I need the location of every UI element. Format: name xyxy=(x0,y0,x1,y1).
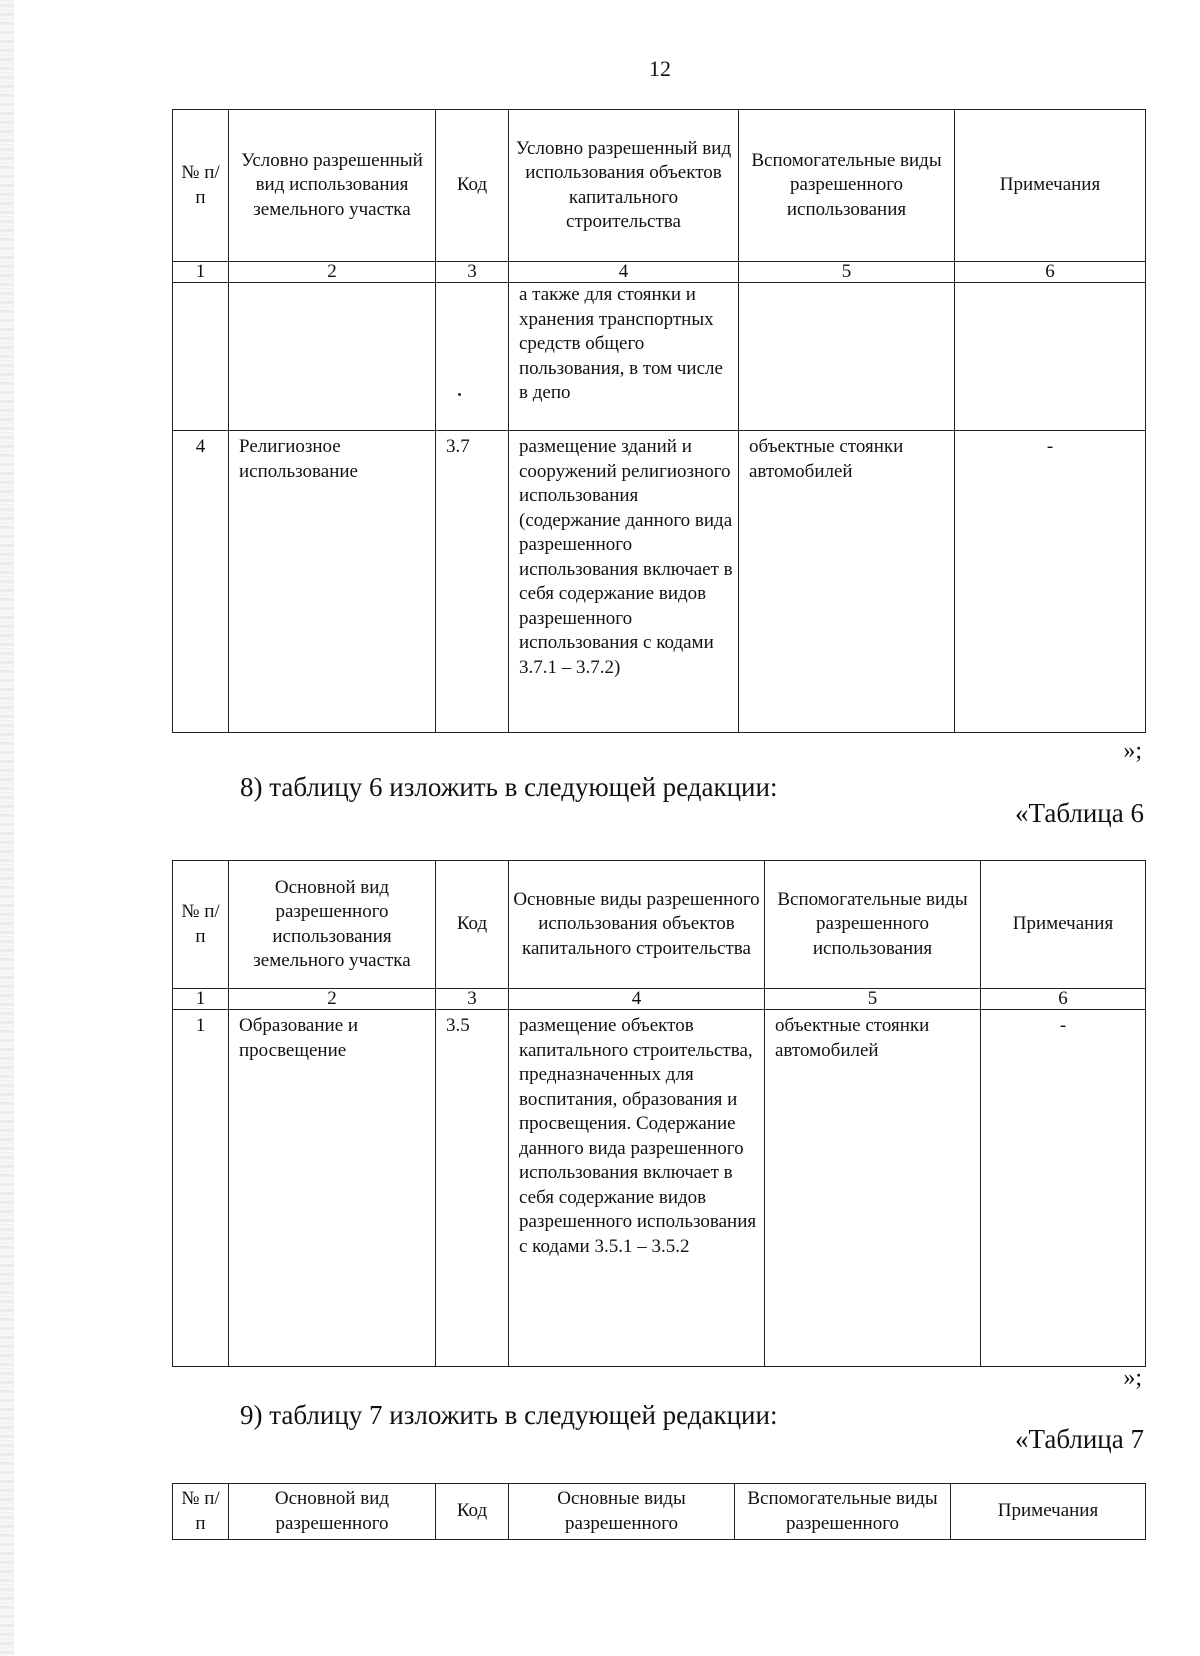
instruction-table-7: 9) таблицу 7 изложить в следующей редакции: xyxy=(240,1400,778,1430)
column-number: 3 xyxy=(436,989,509,1010)
row-number: 1 xyxy=(173,1010,229,1367)
construction-use-cell: а также для стоянки и хранения транспортных средств общего пользования, в том числе в депо xyxy=(509,283,739,431)
header-construction-use: Условно разрешенный вид использования объектов капитального строительства xyxy=(509,110,739,262)
closing-quote-mark: »; xyxy=(1123,1365,1142,1391)
construction-use-cell: размещение объектов капитального строительства, предназначенных для воспитания, образования и просвещения. Содержание данного вида разрешенного использования включает в себя содержание видов разрешенного использования с кодами 3.5.1 – 3.5.2 xyxy=(509,1010,765,1367)
land-use-table-continued xyxy=(172,109,1146,733)
table-6-caption: «Таблица 6 xyxy=(1015,798,1144,828)
notes-cell xyxy=(955,283,1146,431)
column-number-row xyxy=(173,262,1146,283)
column-number: 4 xyxy=(509,262,739,283)
column-number: 1 xyxy=(173,262,229,283)
table-6 xyxy=(172,860,1146,1367)
scan-edge-artifact xyxy=(0,0,14,1656)
auxiliary-use-cell: объектные стоянки автомобилей xyxy=(765,1010,981,1367)
header-code: Код xyxy=(436,110,509,262)
column-number: 3 xyxy=(436,262,509,283)
header-number: № п/п xyxy=(173,861,229,989)
closing-quote-mark: »; xyxy=(1123,738,1142,764)
header-number: № п/п xyxy=(173,1484,229,1540)
notes-cell: - xyxy=(955,431,1146,733)
column-number-row xyxy=(173,989,1146,1010)
instruction-table-6: 8) таблицу 6 изложить в следующей редакции: xyxy=(240,772,778,802)
table-7 xyxy=(172,1483,1146,1540)
header-number: № п/п xyxy=(173,110,229,262)
code-cell: 3.7 xyxy=(436,431,509,733)
table-header-row xyxy=(173,110,1146,262)
table-row xyxy=(173,283,1146,431)
column-number: 1 xyxy=(173,989,229,1010)
header-auxiliary-use: Вспомогательные виды разрешенного xyxy=(735,1484,951,1540)
header-construction-use: Основные виды разрешенного использования объектов капитального строительства xyxy=(509,861,765,989)
code-cell xyxy=(436,283,509,431)
column-number: 4 xyxy=(509,989,765,1010)
code-cell: 3.5 xyxy=(436,1010,509,1367)
header-auxiliary-use: Вспомогательные виды разрешенного использования xyxy=(739,110,955,262)
table-header-row xyxy=(173,1484,1146,1540)
header-auxiliary-use: Вспомогательные виды разрешенного использования xyxy=(765,861,981,989)
header-code: Код xyxy=(436,1484,509,1540)
table-row xyxy=(173,1010,1146,1367)
column-number: 6 xyxy=(981,989,1146,1010)
header-land-use: Основной вид разрешенного xyxy=(229,1484,436,1540)
notes-cell: - xyxy=(981,1010,1146,1367)
header-land-use: Условно разрешенный вид использования земельного участка xyxy=(229,110,436,262)
table-7-caption: «Таблица 7 xyxy=(1015,1424,1144,1454)
column-number: 2 xyxy=(229,989,436,1010)
column-number: 6 xyxy=(955,262,1146,283)
header-code: Код xyxy=(436,861,509,989)
construction-use-cell: размещение зданий и сооружений религиозного использования (содержание данного вида разрешенного использования включает в себя содержание видов разрешенного использования с кодами 3.7.1 – 3.7.2) xyxy=(509,431,739,733)
column-number: 2 xyxy=(229,262,436,283)
auxiliary-use-cell: объектные стоянки автомобилей xyxy=(739,431,955,733)
column-number: 5 xyxy=(739,262,955,283)
row-number: 4 xyxy=(173,431,229,733)
land-use-cell: Образование и просвещение xyxy=(229,1010,436,1367)
land-use-cell: Религиозное использование xyxy=(229,431,436,733)
table-header-row xyxy=(173,861,1146,989)
row-number xyxy=(173,283,229,431)
header-construction-use: Основные виды разрешенного xyxy=(509,1484,735,1540)
column-number: 5 xyxy=(765,989,981,1010)
table-row xyxy=(173,431,1146,733)
header-notes: Примечания xyxy=(951,1484,1146,1540)
page-number: 12 xyxy=(649,56,671,81)
scan-speck xyxy=(458,393,461,396)
header-land-use: Основной вид разрешенного использования земельного участка xyxy=(229,861,436,989)
land-use-cell xyxy=(229,283,436,431)
header-notes: Примечания xyxy=(981,861,1146,989)
auxiliary-use-cell xyxy=(739,283,955,431)
header-notes: Примечания xyxy=(955,110,1146,262)
